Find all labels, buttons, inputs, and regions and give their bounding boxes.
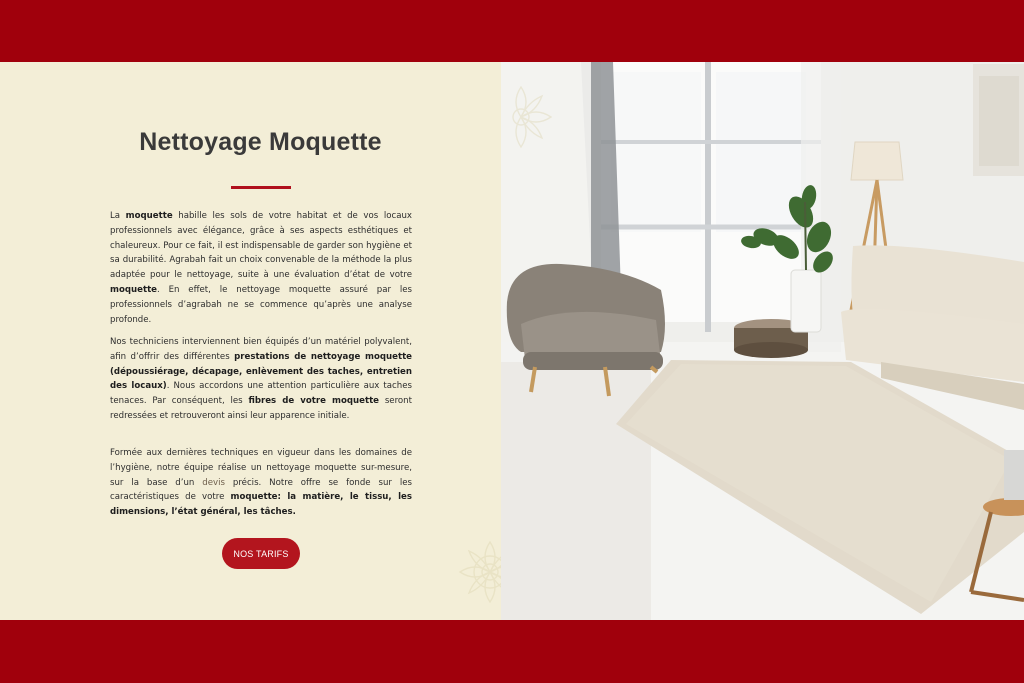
content-section [0, 62, 1024, 620]
text-panel [0, 62, 501, 620]
paragraph-intro: La moquette habille les sols de votre habitat et de vos locaux professionnels avec élégance, grâce à ses aspects esthétiques et chaleureux. Pour ce fait, il est indispensable de garder son hygiène et sa durabilité. Agrabah fait un choix convenable de la méthode la plus adaptée pour le nettoyage, suite à une évaluation d’état de votre moquette. En effet, le nettoyage moquette assuré par les professionnels d’agrabah ne se commence qu’après une analyse profonde. [110, 211, 412, 325]
title-divider [231, 186, 291, 189]
paragraph-quote: Formée aux dernières techniques en vigueur dans les domaines de l’hygiène, notre équipe réalise un nettoyage moquette sur-mesure, sur la base d’un devis précis. Notre offre se fonde sur les caractéristiques de votre moquette: la matière, le tissu, les dimensions, l’état général, les tâches. [110, 448, 412, 518]
nos-tarifs-button[interactable]: NOS TARIFS [222, 538, 300, 569]
devis-link[interactable]: devis [202, 477, 225, 488]
top-band [0, 0, 1024, 62]
bottom-band [0, 620, 1024, 683]
living-room-image [501, 62, 1024, 620]
section-title: Nettoyage Moquette [139, 128, 382, 156]
paragraph-services: Nos techniciens interviennent bien équipés d’un matériel polyvalent, afin d’offrir des différentes prestations de nettoyage moquette (dépoussiérage, décapage, enlèvement des taches, entretien des locaux). Nous accordons une attention particulière aux taches tenaces. Par conséquent, les fibres de votre moquette seront redressées et retrouveront ainsi leur apparence initiale. [110, 337, 413, 421]
living-room-photo [501, 62, 1024, 620]
mandala-ornament-icon [501, 72, 561, 162]
mandala-ornament-icon [450, 522, 501, 620]
